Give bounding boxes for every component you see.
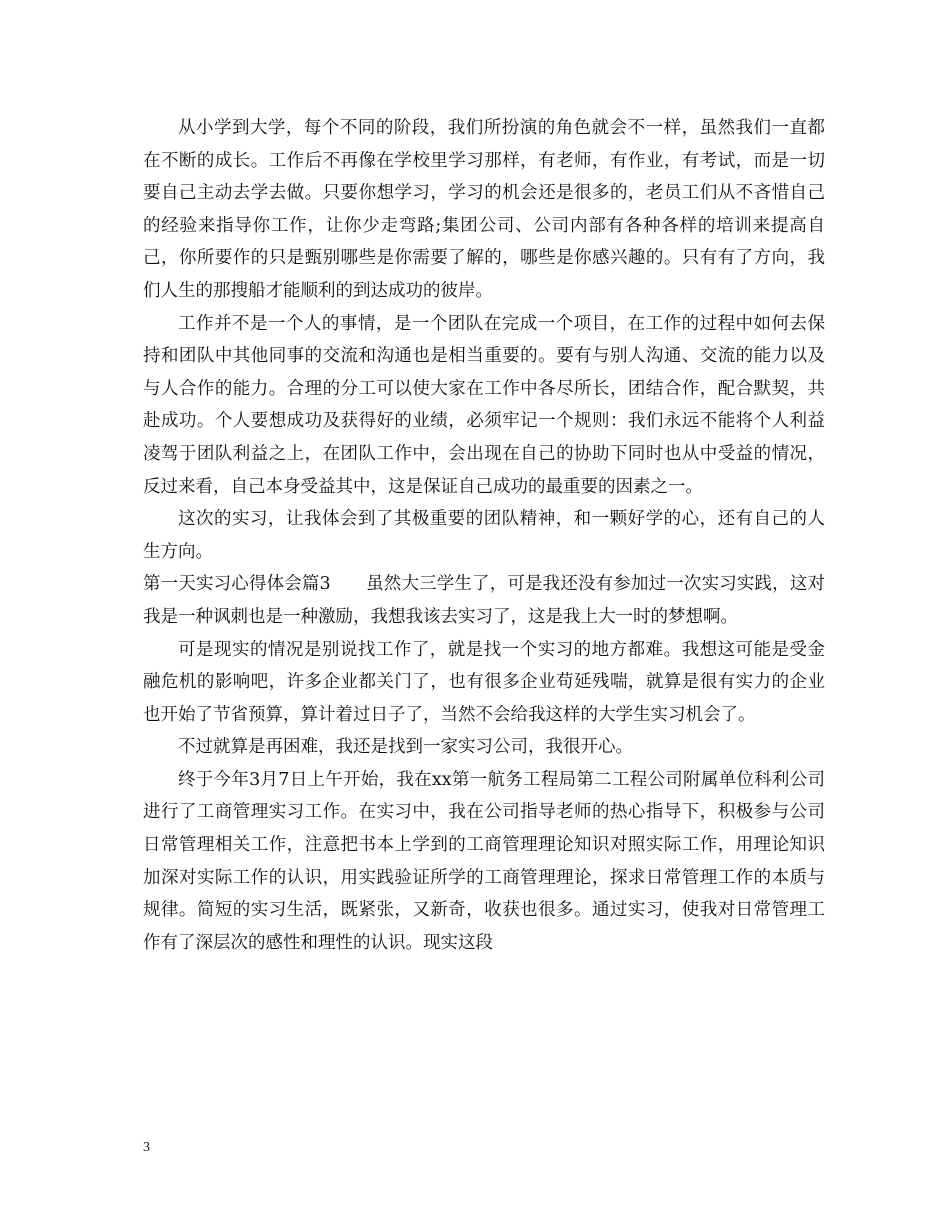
paragraph-5: 可是现实的情况是别说找工作了，就是找一个实习的地方都难。我想这可能是受金融危机的影响吧，许多企业都关门了，也有很多企业苟延残喘，就算是很有实力的企业也开始了节省预算，算计着过日子了，当然不会给我这样的大学生实习机会了。 <box>143 639 825 725</box>
document-body <box>143 112 825 959</box>
paragraph-2: 工作并不是一个人的事情，是一个团队在完成一个项目，在工作的过程中如何去保持和团队中其他同事的交流和沟通也是相当重要的。要有与别人沟通、交流的能力以及与人合作的能力。合理的分工可以使大家在工作中各尽所长，团结合作，配合默契，共赴成功。个人要想成功及获得好的业绩，必须牢记一个规则：我们永远不能将个人利益凌驾于团队利益之上，在团队工作中，会出现在自己的协助下同时也从中受益的情况，反过来看，自己本身受益其中，这是保证自己成功的最重要的因素之一。 <box>143 313 825 497</box>
paragraph-6: 不过就算是再困难，我还是找到一家实习公司，我很开心。 <box>178 737 633 758</box>
page-number: 3 <box>143 1140 150 1155</box>
paragraph-7: 终于今年3月7日上午开始，我在xx第一航务工程局第二工程公司附属单位科利公司进行了工商管理实习工作。在实习中，我在公司指导老师的热心指导下，积极参与公司日常管理相关工作，注意把书本上学到的工商管理理论知识对照实际工作，用理论知识加深对实际工作的认识，用实践验证所学的工商管理理论，探求日常管理工作的本质与规律。简短的实习生活，既紧张，又新奇，收获也很多。通过实习，使我对日常管理工作有了深层次的感性和理性的认识。现实这段 <box>143 769 825 953</box>
paragraph-4: 第一天实习心得体会篇3 虽然大三学生了，可是我还没有参加过一次实习实践，这对我是一种讽刺也是一种激励，我想我该去实习了，这是我上大一时的梦想啊。 <box>143 574 825 627</box>
paragraph-3: 这次的实习，让我体会到了其极重要的团队精神，和一颗好学的心，还有自己的人生方向。 <box>143 509 825 562</box>
paragraph-1: 从小学到大学，每个不同的阶段，我们所扮演的角色就会不一样，虽然我们一直都在不断的成长。工作后不再像在学校里学习那样，有老师，有作业，有考试，而是一切要自己主动去学去做。只要你想学习，学习的机会还是很多的，老员工们从不吝惜自己的经验来指导你工作，让你少走弯路;集团公司、公司内部有各种各样的培训来提高自己，你所要作的只是甄别哪些是你需要了解的，哪些是你感兴趣的。只有有了方向，我们人生的那搜船才能顺利的到达成功的彼岸。 <box>143 118 825 301</box>
